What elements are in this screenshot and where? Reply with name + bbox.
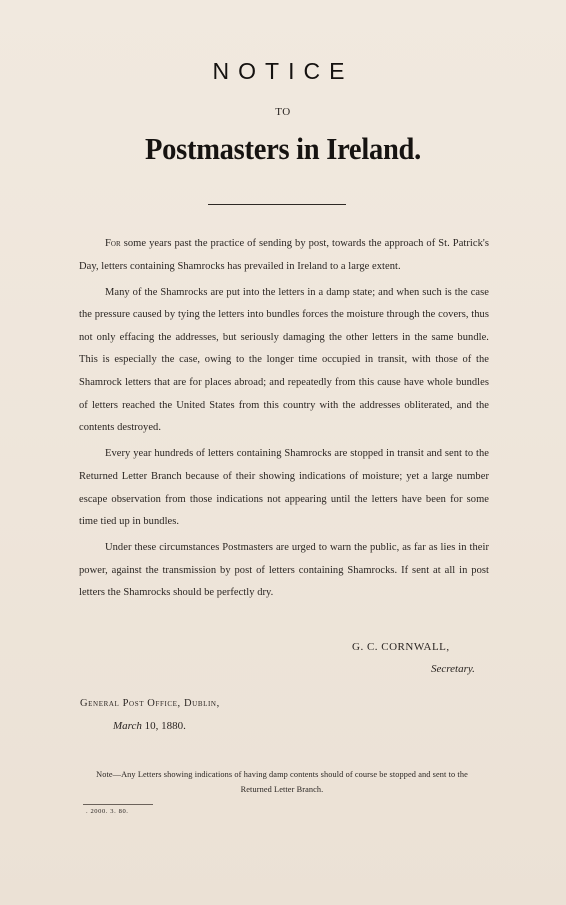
paragraph-3: Every year hundreds of letters containing Shamrocks are stopped in transit and sent to the Returned Letter Branch because of their showing indications of moisture; yet a large number escape observation from those indications not appearing until the letters have been for some time tied up in bundles. [79,448,489,528]
footnote: Note—Any Letters showing indications of having damp contents should of course be stopped and sent to the Returned Letter Branch. [96,770,468,794]
paragraph-1-lead: For [105,238,121,249]
date-rest: 10, 1880. [144,720,186,732]
paragraph-4: Under these circumstances Postmasters are urged to warn the public, as far as lies in their power, against the transmission by post of letters containing Shamrocks. If sent at all in post letters the Shamrocks should be perfectly dry. [79,542,489,599]
body-text [79,233,489,609]
paragraph-2: Many of the Shamrocks are put into the letters in a damp state; and when such is the case the pressure caused by tying the letters into bundles forces the moisture through the covers, thus not only effacing the addresses, but seriously damaging the other letters in the same bundle. This is especially the case, owing to the longer time occupied in transit, with those of the Shamrock letters that are for places abroad; and repeatedly from this cause have whole bundles of letters reached the United States from this country with the addresses obliterated, and the contents destroyed. [79,286,489,434]
paragraph-1-text: some years past the practice of sending by post, towards the approach of St. Patrick's Day, letters containing Shamrocks has prevailed in Ireland to a large extent. [79,238,489,272]
divider-rule [208,204,346,205]
notice-title: NOTICE [212,58,354,84]
to-label: TO [275,106,291,118]
print-code-rule [83,804,153,805]
headline: Postmasters in Ireland. [145,131,421,166]
signature-name: G. C. CORNWALL, [352,641,450,653]
print-code: . 2000. 3. 80. [86,808,129,815]
office-place: General Post Office, Dublin, [80,698,220,709]
signature-title: Secretary. [431,663,475,675]
paragraph-1 [79,233,489,278]
date-month: March [113,720,142,732]
office-date [113,720,186,732]
